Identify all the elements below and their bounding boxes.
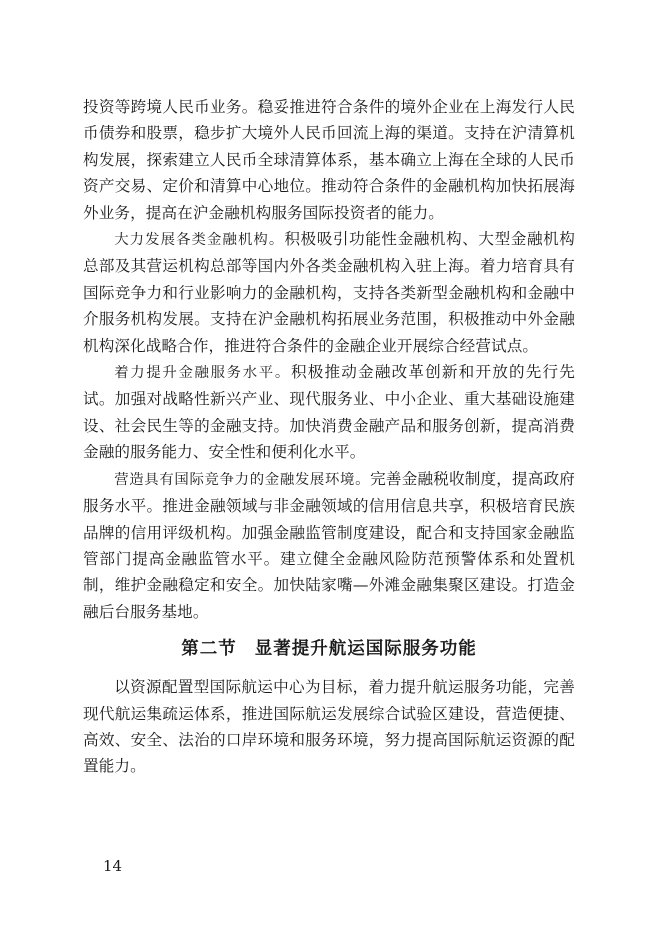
- paragraph-financial-services: [83, 359, 575, 466]
- paragraph-financial-institutions: [83, 226, 575, 359]
- paragraph-lead: 着力提升金融服务水平。: [114, 365, 291, 382]
- paragraph-continuation: [83, 94, 575, 226]
- paragraph-lead: 营造具有国际竞争力的金融发展环境。: [114, 471, 371, 488]
- paragraph-shipping-intro: [83, 674, 575, 780]
- paragraph-text: 以资源配置型国际航运中心为目标，着力提升航运服务功能，完善现代航运集疏运体系，推进国际航运发展综合试验区建设，营造便捷、高效、安全、法治的口岸环境和服务环境，努力提高国际航运资源的配置能力。: [83, 678, 575, 776]
- paragraph-text: 完善金融税收制度，提高政府服务水平。推进金融领域与非金融领域的信用信息共享，积极培育民族品牌的信用评级机构。加强金融监管制度建设，配合和支持国家金融监管部门提高金融监管水平。建立健全金融风险防范预警体系和处置机制，维护金融稳定和安全。加快陆家嘴—外滩金融集聚区建设。打造金融后台服务基地。: [83, 469, 575, 621]
- paragraph-financial-environment: [83, 466, 575, 625]
- section-heading: [83, 636, 575, 662]
- paragraph-text: 积极吸引功能性金融机构、大型金融机构总部及其营运机构总部等国内外各类金融机构入驻上海。着力培育具有国际竞争力和行业影响力的金融机构，支持各类新型金融机构和金融中介服务机构发展。支持在沪金融机构拓展业务范围，积极推动中外金融机构深化战略合作，推进符合条件的金融企业开展综合经营试点。: [83, 230, 575, 355]
- paragraph-lead: 大力发展各类金融机构。: [114, 232, 285, 249]
- section-number: 第二节: [181, 639, 237, 660]
- paragraph-text: 积极推动金融改革创新和开放的先行先试。加强对战略性新兴产业、现代服务业、中小企业、重大基础设施建设、社会民生等的金融支持。加快消费金融产品和服务创新，提高消费金融的服务能力、安全性和便利化水平。: [83, 363, 575, 462]
- section-title: 显著提升航运国际服务功能: [254, 639, 477, 660]
- paragraph-text: 投资等跨境人民币业务。稳妥推进符合条件的境外企业在上海发行人民币债券和股票，稳步扩大境外人民币回流上海的渠道。支持在沪清算机构发展，探索建立人民币全球清算体系，基本确立上海在全球的人民币资产交易、定价和清算中心地位。推动符合条件的金融机构加快拓展海外业务，提高在沪金融机构服务国际投资者的能力。: [83, 98, 575, 222]
- document-page: [83, 94, 575, 780]
- page-number: 14: [103, 857, 123, 875]
